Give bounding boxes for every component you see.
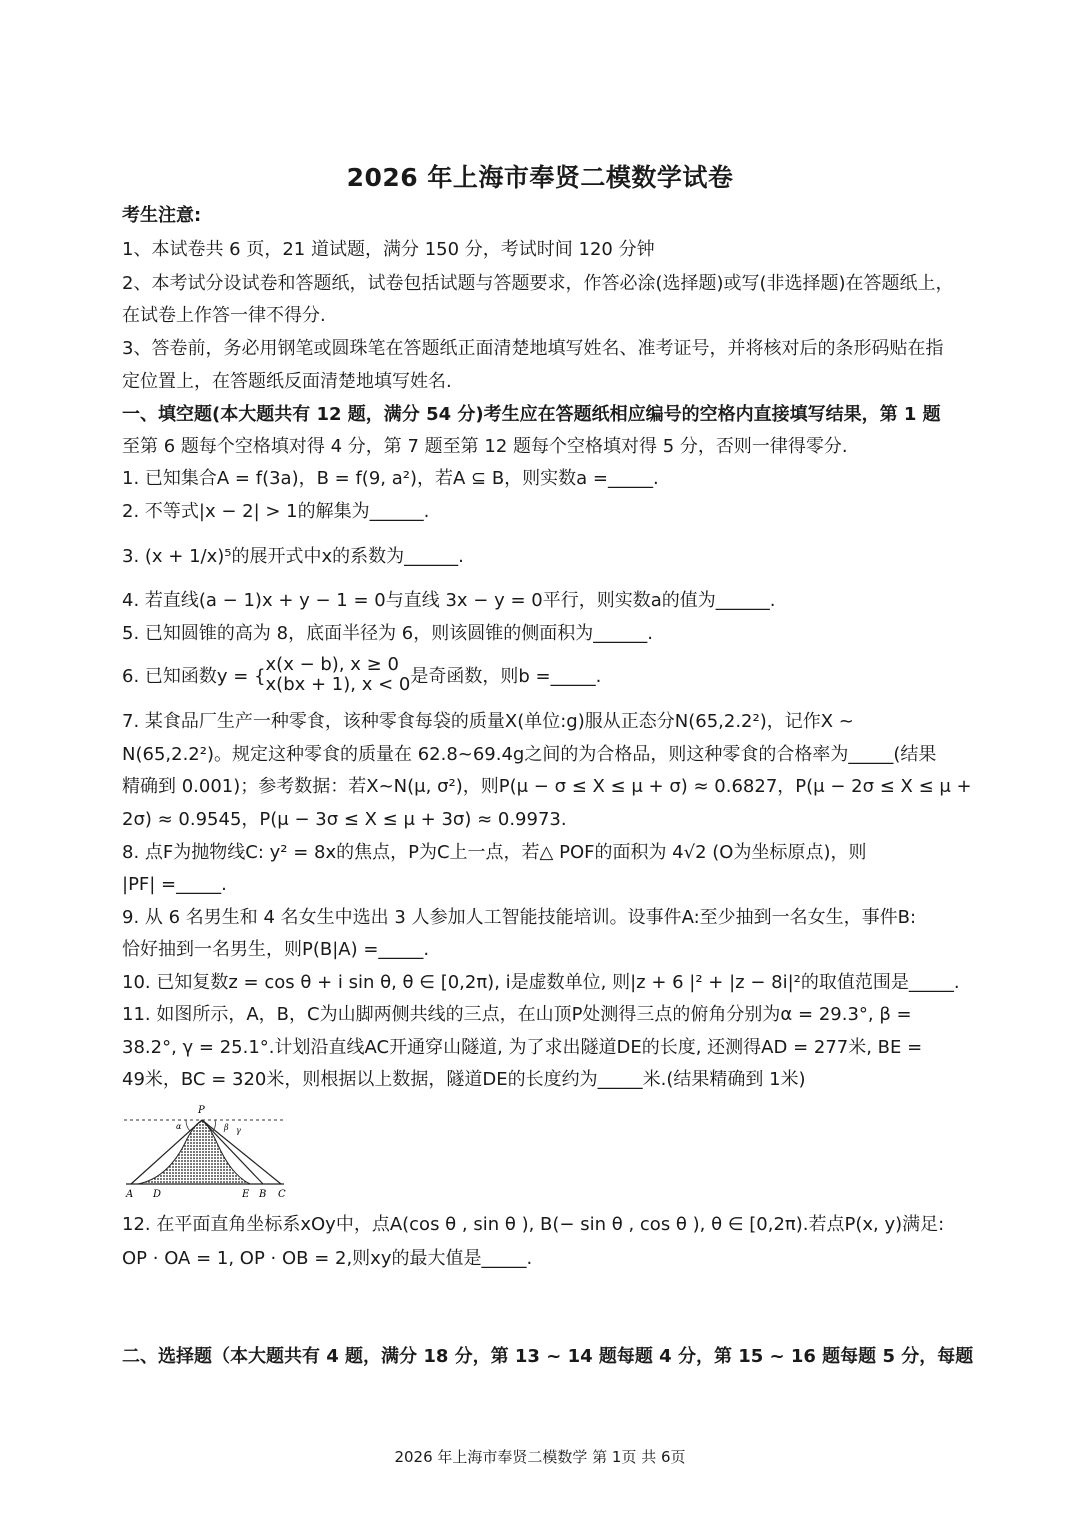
question-7-a: 7. 某食品厂生产一种零食，该种零食每袋的质量X(单位:g)服从正态分N(65,2.2²)，记作X ~ — [122, 711, 854, 732]
question-9-a: 9. 从 6 名男生和 4 名女生中选出 3 人参加人工智能技能培训。设事件A:至少抽到一名女生，事件B: — [122, 907, 917, 928]
label-gamma: γ — [236, 1126, 241, 1135]
question-6-prefix: 6. 已知函数y = { — [122, 666, 266, 687]
question-4: 4. 若直线(a − 1)x + y − 1 = 0与直线 3x − y = 0平行，则实数a的值为______. — [122, 590, 776, 611]
notice-line-2a: 2、本考试分设试卷和答题纸，试卷包括试题与答题要求，作答必涂(选择题)或写(非选择题)在答题纸上， — [122, 273, 954, 294]
question-10: 10. 已知复数z = cos θ + i sin θ, θ ∈ [0,2π), i是虚数单位, 则|z + 6 |² + |z − 8i|²的取值范围是_____. — [122, 972, 960, 993]
question-7-b: N(65,2.2²)。规定这种零食的质量在 62.8~69.4g之间的为合格品，则这种零食的合格率为_____(结果 — [122, 744, 937, 765]
notice-line-3a: 3、答卷前，务必用钢笔或圆珠笔在答题纸正面清楚地填写姓名、准考证号，并将核对后的条形码贴在指 — [122, 338, 944, 359]
notice-line-2b: 在试卷上作答一律不得分. — [122, 305, 326, 326]
label-a: A — [126, 1189, 134, 1200]
question-8-a: 8. 点F为抛物线C: y² = 8x的焦点，P为C上一点，若△ POF的面积为 4√2 (O为坐标原点)，则 — [122, 842, 867, 863]
page-title: 2026 年上海市奉贤二模数学试卷 — [346, 163, 734, 192]
question-6-suffix: 是奇函数，则b =_____. — [410, 666, 602, 687]
notice-heading: 考生注意: — [122, 205, 202, 226]
label-b: B — [259, 1189, 267, 1200]
question-7-d: 2σ) ≈ 0.9545，P(μ − 3σ ≤ X ≤ μ + 3σ) ≈ 0.9973. — [122, 809, 567, 830]
mountain-tunnel-figure — [118, 1100, 288, 1202]
question-12-b: OP · OA = 1, OP · OB = 2,则xy的最大值是_____. — [122, 1248, 533, 1269]
question-11-b: 38.2°, γ = 25.1°.计划沿直线AC开通穿山隧道, 为了求出隧道DE的长度, 还测得AD = 277米, BE = — [122, 1037, 923, 1058]
page-footer: 2026 年上海市奉贤二模数学 第 1页 共 6页 — [394, 1448, 686, 1466]
notice-line-1: 1、本试卷共 6 页，21 道试题，满分 150 分，考试时间 120 分钟 — [122, 239, 655, 260]
alpha-arc — [186, 1120, 190, 1131]
question-7-c: 精确到 0.001)；参考数据：若X~N(μ, σ²)，则P(μ − σ ≤ X ≤ μ + σ) ≈ 0.6827，P(μ − 2σ ≤ X ≤ μ + — [122, 776, 972, 797]
question-3: 3. (x + 1/x)⁵的展开式中x的系数为______. — [122, 546, 464, 567]
question-1: 1. 已知集合A = f(3a)，B = f(9, a²)，若A ⊆ B，则实数a =_____. — [122, 468, 659, 489]
piecewise-case-1: x(x − b), x ≥ 0 — [265, 654, 399, 675]
piecewise-case-2: x(bx + 1), x < 0 — [265, 674, 411, 695]
label-alpha: α — [176, 1122, 182, 1131]
question-12-a: 12. 在平面直角坐标系xOy中，点A(cos θ , sin θ ), B(− sin θ , cos θ ), θ ∈ [0,2π).若点P(x, y)满足: — [122, 1214, 945, 1235]
question-11-c: 49米，BC = 320米，则根据以上数据，隧道DE的长度约为_____米.(结果精确到 1米) — [122, 1069, 806, 1090]
question-5: 5. 已知圆锥的高为 8，底面半径为 6，则该圆锥的侧面积为______. — [122, 623, 653, 644]
question-11-a: 11. 如图所示，A，B，C为山脚两侧共线的三点，在山顶P处测得三点的俯角分别为α = 29.3°, β = — [122, 1004, 912, 1025]
section1-heading-a: 一、填空题(本大题共有 12 题，满分 54 分)考生应在答题纸相应编号的空格内直接填写结果，第 1 题 — [122, 404, 941, 425]
question-9-b: 恰好抽到一名男生，则P(B|A) =_____. — [122, 939, 430, 960]
notice-line-3b: 定位置上，在答题纸反面清楚地填写姓名. — [122, 371, 452, 392]
question-6 — [122, 655, 601, 699]
piecewise-cases — [266, 655, 411, 695]
question-8-b: |PF| =_____. — [122, 874, 227, 895]
label-p: P — [198, 1105, 205, 1116]
section1-heading-b: 至第 6 题每个空格填对得 4 分，第 7 题至第 12 题每个空格填对得 5 分，否则一律得零分. — [122, 436, 848, 457]
label-d: D — [153, 1189, 162, 1200]
section2-heading: 二、选择题（本大题共有 4 题，满分 18 分，第 13 ~ 14 题每题 4 分，第 15 ~ 16 题每题 5 分，每题 — [122, 1346, 974, 1367]
label-e: E — [242, 1189, 250, 1200]
label-c: C — [278, 1189, 286, 1200]
question-2: 2. 不等式|x − 2| > 1的解集为______. — [122, 501, 430, 522]
label-beta: β — [224, 1123, 229, 1132]
